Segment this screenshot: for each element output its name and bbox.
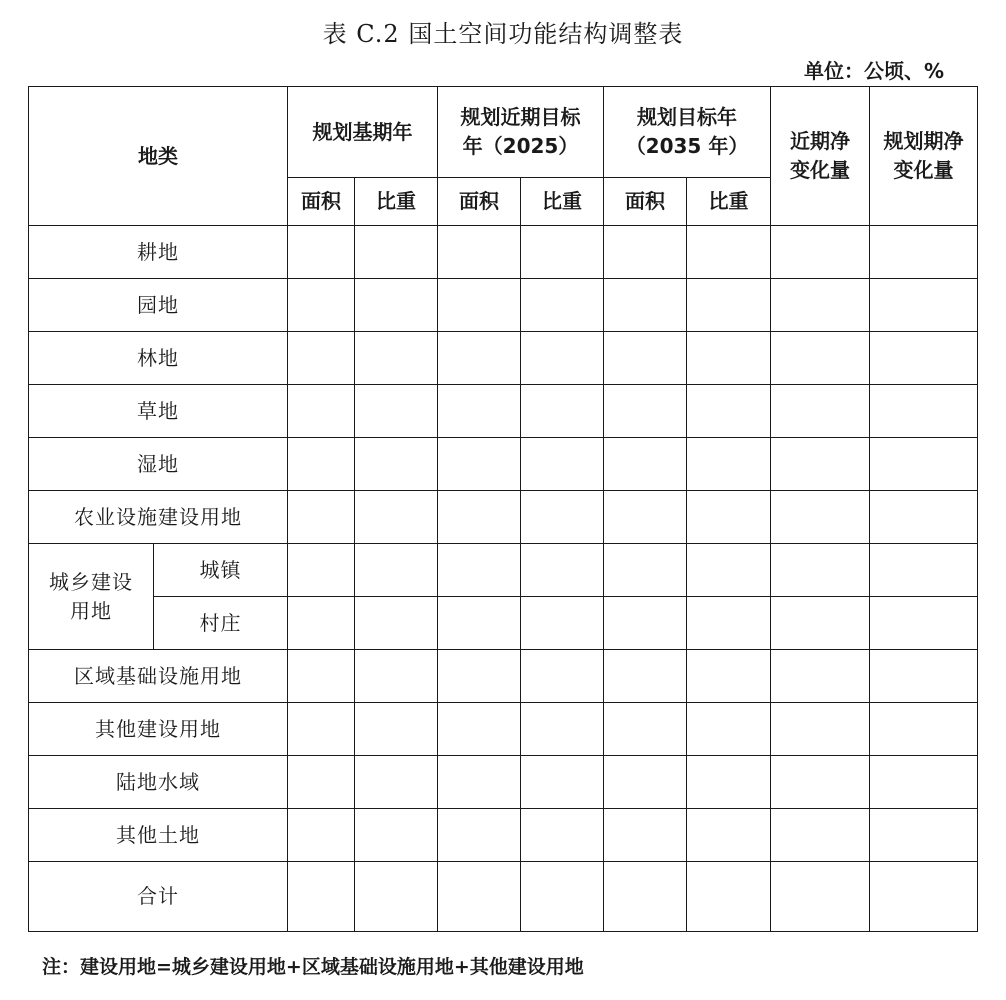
land-structure-table [28, 86, 978, 932]
row-label-agri-facility: 农业设施建设用地 [29, 491, 288, 544]
header-target-year [604, 87, 771, 178]
row-label-garden: 园地 [29, 279, 288, 332]
table-cell [288, 544, 355, 597]
unit-label: 单位：公顷、% [803, 59, 944, 83]
table-note: 注：建设用地=城乡建设用地+区域基础设施用地+其他建设用地 [42, 956, 584, 978]
table-cell [288, 862, 355, 932]
header-ratio: 比重 [521, 178, 604, 226]
table-cell [870, 703, 978, 756]
table-cell [687, 279, 771, 332]
table-row [29, 703, 978, 756]
table-cell [870, 650, 978, 703]
row-label-other-land: 其他土地 [29, 809, 288, 862]
row-label-urban-rural-line1: 城乡建设 [49, 569, 133, 594]
table-cell [870, 491, 978, 544]
table-cell [288, 438, 355, 491]
table-cell [604, 809, 687, 862]
table-cell [771, 332, 870, 385]
row-label-village: 村庄 [154, 597, 288, 650]
table-cell [870, 597, 978, 650]
row-label-regional-infra: 区域基础设施用地 [29, 650, 288, 703]
table-cell [771, 385, 870, 438]
header-near-change-line1: 近期净 [790, 129, 851, 153]
table-cell [870, 862, 978, 932]
table-cell [438, 650, 521, 703]
table-cell [355, 332, 438, 385]
table-row [29, 862, 978, 932]
table-row [29, 544, 978, 597]
table-cell [288, 332, 355, 385]
table-cell [870, 332, 978, 385]
table-cell [521, 491, 604, 544]
table-cell [604, 544, 687, 597]
header-row-1 [29, 87, 978, 178]
table-row [29, 809, 978, 862]
table-cell [687, 809, 771, 862]
table-row [29, 597, 978, 650]
table-cell [521, 438, 604, 491]
table-cell [521, 597, 604, 650]
table-cell [771, 491, 870, 544]
table-title: 表 C.2 国土空间功能结构调整表 [322, 20, 684, 48]
table-cell [604, 279, 687, 332]
table-cell [288, 491, 355, 544]
table-cell [288, 809, 355, 862]
table-cell [771, 438, 870, 491]
table-cell [604, 438, 687, 491]
table-cell [438, 809, 521, 862]
table-cell [771, 703, 870, 756]
row-label-urban-rural-line2: 用地 [70, 598, 112, 623]
table-cell [687, 491, 771, 544]
table-row [29, 650, 978, 703]
table-cell [771, 279, 870, 332]
table-cell [687, 703, 771, 756]
table-cell [687, 438, 771, 491]
table-cell [288, 756, 355, 809]
table-cell [288, 703, 355, 756]
header-target-line2: （2035 年） [625, 134, 749, 158]
table-cell [604, 862, 687, 932]
row-label-grassland: 草地 [29, 385, 288, 438]
header-plan-change-line2: 变化量 [893, 158, 954, 182]
table-cell [870, 544, 978, 597]
header-base-year: 规划基期年 [288, 87, 438, 178]
table-cell [604, 226, 687, 279]
table-row [29, 279, 978, 332]
table-cell [438, 597, 521, 650]
header-area: 面积 [288, 178, 355, 226]
table-cell [438, 703, 521, 756]
table-cell [771, 862, 870, 932]
table-row [29, 438, 978, 491]
table-cell [438, 332, 521, 385]
table-cell [687, 385, 771, 438]
table-cell [521, 756, 604, 809]
header-ratio: 比重 [355, 178, 438, 226]
table-cell [438, 756, 521, 809]
table-row [29, 385, 978, 438]
table-cell [438, 438, 521, 491]
table-cell [355, 862, 438, 932]
table-cell [771, 226, 870, 279]
table-cell [438, 491, 521, 544]
table-cell [355, 385, 438, 438]
table-cell [771, 650, 870, 703]
table-cell [438, 385, 521, 438]
table-cell [687, 650, 771, 703]
table-cell [355, 226, 438, 279]
table-cell [288, 279, 355, 332]
table-cell [604, 703, 687, 756]
table-cell [604, 597, 687, 650]
table-cell [288, 650, 355, 703]
header-area: 面积 [604, 178, 687, 226]
table-cell [355, 544, 438, 597]
table-cell [604, 332, 687, 385]
table-cell [355, 491, 438, 544]
table-cell [521, 279, 604, 332]
header-target-line1: 规划目标年 [637, 105, 737, 129]
table-cell [870, 279, 978, 332]
table-cell [355, 703, 438, 756]
table-cell [870, 226, 978, 279]
row-label-wetland: 湿地 [29, 438, 288, 491]
table-cell [687, 862, 771, 932]
row-label-forest: 林地 [29, 332, 288, 385]
table-cell [355, 279, 438, 332]
table-cell [521, 650, 604, 703]
header-plan-change [870, 87, 978, 226]
table-cell [687, 597, 771, 650]
header-land-type: 地类 [29, 87, 288, 226]
table-cell [438, 279, 521, 332]
table-cell [355, 809, 438, 862]
table-cell [521, 544, 604, 597]
table-cell [288, 226, 355, 279]
table-cell [870, 385, 978, 438]
table-row [29, 491, 978, 544]
table-cell [438, 544, 521, 597]
table-row [29, 226, 978, 279]
table-cell [604, 650, 687, 703]
table-cell [870, 756, 978, 809]
table-cell [355, 438, 438, 491]
table-cell [771, 597, 870, 650]
table-cell [438, 226, 521, 279]
table-cell [604, 491, 687, 544]
table-cell [771, 544, 870, 597]
table-cell [687, 756, 771, 809]
row-label-farmland: 耕地 [29, 226, 288, 279]
table-cell [604, 385, 687, 438]
row-label-total: 合计 [29, 862, 288, 932]
header-plan-change-line1: 规划期净 [883, 129, 964, 153]
row-label-urban-rural [29, 544, 154, 650]
header-near-change [771, 87, 870, 226]
header-ratio: 比重 [687, 178, 771, 226]
table-cell [288, 597, 355, 650]
table-cell [521, 226, 604, 279]
table-cell [521, 385, 604, 438]
table-row [29, 756, 978, 809]
row-label-land-water: 陆地水域 [29, 756, 288, 809]
table-cell [521, 809, 604, 862]
table-cell [870, 438, 978, 491]
header-near-target [438, 87, 604, 178]
table-cell [438, 862, 521, 932]
table-cell [521, 332, 604, 385]
table-cell [355, 597, 438, 650]
row-label-town: 城镇 [154, 544, 288, 597]
table-cell [288, 385, 355, 438]
table-cell [355, 756, 438, 809]
table-cell [687, 332, 771, 385]
header-near-target-line2: 年（2025） [462, 134, 579, 158]
table-cell [870, 809, 978, 862]
table-cell [604, 756, 687, 809]
header-near-target-line1: 规划近期目标 [460, 105, 581, 129]
header-near-change-line2: 变化量 [790, 158, 851, 182]
table-cell [771, 809, 870, 862]
table-cell [521, 862, 604, 932]
table-cell [687, 226, 771, 279]
table-cell [521, 703, 604, 756]
table-cell [771, 756, 870, 809]
row-label-other-construction: 其他建设用地 [29, 703, 288, 756]
header-area: 面积 [438, 178, 521, 226]
table-cell [355, 650, 438, 703]
table-cell [687, 544, 771, 597]
table-row [29, 332, 978, 385]
